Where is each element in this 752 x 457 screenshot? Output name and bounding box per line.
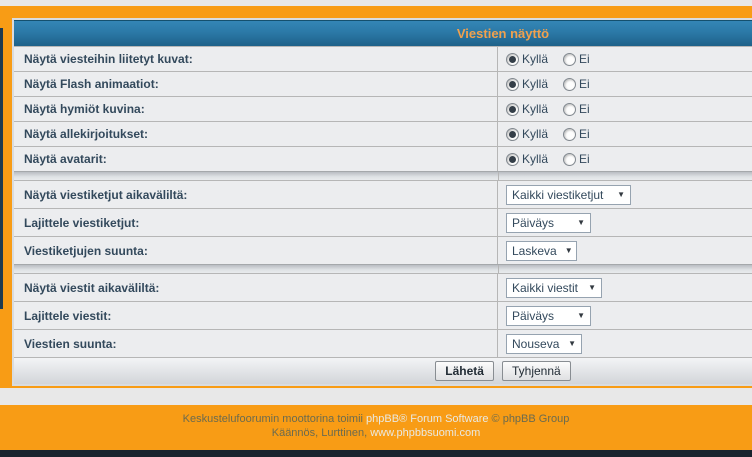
chevron-down-icon: ▼ (577, 218, 585, 227)
radio-no-label: Ei (579, 52, 590, 66)
row-label: Näytä allekirjoitukset: (14, 122, 498, 146)
chevron-down-icon: ▼ (568, 339, 576, 348)
table-row (14, 121, 752, 146)
radio-yes[interactable] (506, 103, 519, 116)
row-label: Lajittele viestit: (14, 302, 498, 329)
row-label: Viestiketjujen suunta: (14, 237, 498, 264)
radio-yes[interactable] (506, 53, 519, 66)
table-row (14, 236, 752, 264)
row-value (498, 181, 752, 208)
table-row (14, 146, 752, 171)
row-value (498, 147, 752, 171)
table-row (14, 329, 752, 357)
gap-strip (0, 388, 752, 405)
row-value (498, 97, 752, 121)
radio-yes[interactable] (506, 153, 519, 166)
chevron-down-icon: ▼ (617, 190, 625, 199)
radio-no[interactable] (563, 78, 576, 91)
post-sort-select[interactable] (506, 306, 591, 326)
row-value (498, 237, 752, 264)
row-value (498, 330, 752, 357)
row-label: Näytä avatarit: (14, 147, 498, 171)
post-direction-select[interactable] (506, 334, 582, 354)
select-value: Päiväys (512, 308, 555, 323)
select-value: Laskeva (512, 243, 557, 258)
panel-title: Viestien näyttö (14, 20, 752, 46)
table-row (14, 71, 752, 96)
thread-days-select[interactable] (506, 185, 631, 205)
main-content-area (0, 6, 752, 388)
thread-sort-select[interactable] (506, 213, 591, 233)
row-value (498, 122, 752, 146)
table-row (14, 96, 752, 121)
row-value (498, 274, 752, 301)
radio-no-label: Ei (579, 152, 590, 166)
row-label: Näytä viesteihin liitetyt kuvat: (14, 47, 498, 71)
table-row (14, 46, 752, 71)
row-value (498, 47, 752, 71)
phpbb-link[interactable]: phpBB® Forum Software (366, 413, 489, 425)
row-label: Lajittele viestiketjut: (14, 209, 498, 236)
radio-yes-label: Kyllä (522, 102, 549, 116)
row-label: Näytä hymiöt kuvina: (14, 97, 498, 121)
thread-direction-select[interactable] (506, 241, 577, 261)
post-days-select[interactable] (506, 278, 602, 298)
radio-no[interactable] (563, 53, 576, 66)
table-row (14, 301, 752, 329)
footer-line-1 (0, 412, 752, 426)
footer-text: © phpBB Group (488, 413, 570, 425)
select-value: Kaikki viestiketjut (512, 187, 604, 202)
radio-yes-label: Kyllä (522, 127, 549, 141)
radio-yes[interactable] (506, 78, 519, 91)
radio-no-label: Ei (579, 102, 590, 116)
row-label: Viestien suunta: (14, 330, 498, 357)
section-divider (14, 171, 752, 180)
radio-yes-label: Kyllä (522, 152, 549, 166)
chevron-down-icon: ▼ (577, 311, 585, 320)
reset-button[interactable]: Tyhjennä (502, 361, 571, 381)
row-label: Näytä viestiketjut aikaväliltä: (14, 181, 498, 208)
table-row (14, 208, 752, 236)
radio-no[interactable] (563, 153, 576, 166)
row-value (498, 209, 752, 236)
submit-button[interactable]: Lähetä (435, 361, 494, 381)
section-divider (14, 264, 752, 273)
footer (0, 405, 752, 450)
row-value (498, 302, 752, 329)
footer-text: Käännös, Lurttinen, (271, 427, 371, 439)
table-row (14, 273, 752, 301)
phpbbsuomi-link[interactable]: www.phpbbsuomi.com (370, 427, 481, 439)
left-edge-line (0, 28, 3, 309)
radio-yes[interactable] (506, 128, 519, 141)
radio-yes-label: Kyllä (522, 52, 549, 66)
bottom-strip (0, 450, 752, 457)
select-value: Kaikki viestit (512, 280, 579, 295)
radio-no[interactable] (563, 128, 576, 141)
radio-no[interactable] (563, 103, 576, 116)
radio-no-label: Ei (579, 77, 590, 91)
select-value: Päiväys (512, 215, 555, 230)
settings-panel (12, 18, 752, 386)
table-row (14, 180, 752, 208)
footer-line-2 (0, 426, 752, 440)
select-value: Nouseva (512, 336, 560, 351)
row-label: Näytä Flash animaatiot: (14, 72, 498, 96)
radio-yes-label: Kyllä (522, 77, 549, 91)
footer-text: Keskustelufoorumin moottorina toimii (182, 413, 367, 425)
chevron-down-icon: ▼ (588, 283, 596, 292)
button-row (14, 357, 752, 384)
chevron-down-icon: ▼ (564, 246, 573, 255)
row-value (498, 72, 752, 96)
row-label: Näytä viestit aikaväliltä: (14, 274, 498, 301)
radio-no-label: Ei (579, 127, 590, 141)
